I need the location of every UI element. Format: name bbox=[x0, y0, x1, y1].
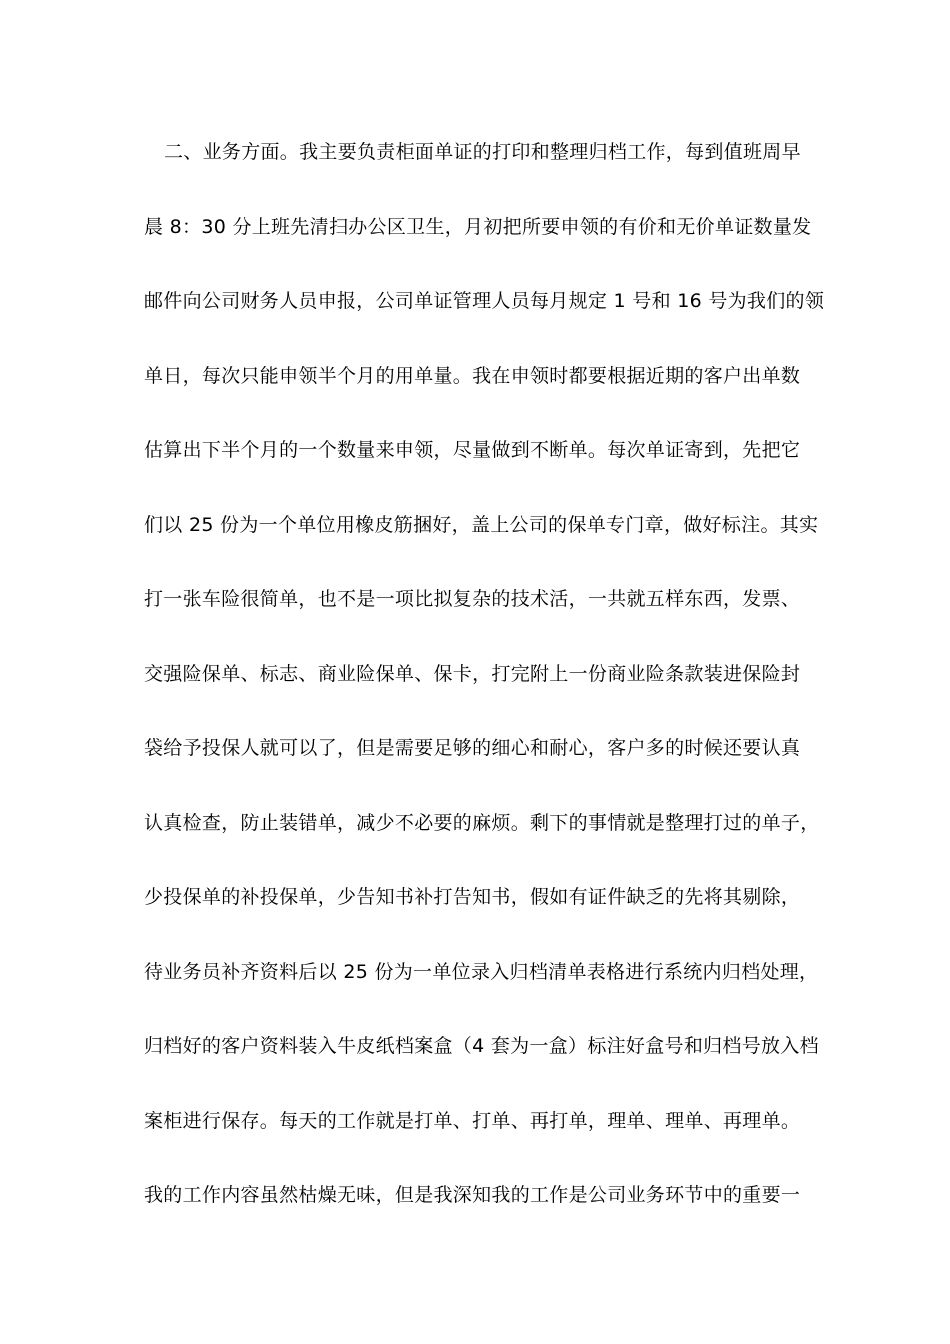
text-line: 我的工作内容虽然枯燥无味，但是我深知我的工作是公司业务环节中的重要一 bbox=[144, 1184, 801, 1206]
text-line: 单日，每次只能申领半个月的用单量。我在申领时都要根据近期的客户出单数 bbox=[144, 364, 801, 387]
body-paragraph bbox=[144, 128, 825, 1246]
text-line: 归档好的客户资料装入牛皮纸档案盒（4 套为一盒）标注好盒号和归档号放入档 bbox=[144, 1035, 819, 1057]
text-line: 案柜进行保存。每天的工作就是打单、打单、再打单，理单、理单、再理单。 bbox=[144, 1109, 801, 1132]
text-line: 邮件向公司财务人员申报，公司单证管理人员每月规定 1 号和 16 号为我们的领 bbox=[144, 290, 825, 312]
text-line: 少投保单的补投保单，少告知书补打告知书，假如有证件缺乏的先将其剔除， bbox=[144, 886, 801, 908]
text-line: 晨 8：30 分上班先清扫办公区卫生，月初把所要申领的有价和无价单证数量发 bbox=[144, 215, 812, 238]
text-line: 待业务员补齐资料后以 25 份为一单位录入归档清单表格进行系统内归档处理， bbox=[144, 960, 819, 983]
text-line: 二、业务方面。我主要负责柜面单证的打印和整理归档工作，每到值班周早 bbox=[164, 141, 801, 163]
text-line: 打一张车险很简单，也不是一项比拟复杂的技术活，一共就五样东西，发票、 bbox=[144, 588, 801, 610]
text-line: 袋给予投保人就可以了，但是需要足够的细心和耐心，客户多的时候还要认真 bbox=[144, 737, 801, 759]
text-line: 们以 25 份为一个单位用橡皮筋捆好，盖上公司的保单专门章，做好标注。其实 bbox=[144, 513, 819, 536]
text-line: 认真检查，防止装错单，减少不必要的麻烦。剩下的事情就是整理打过的单子， bbox=[144, 811, 820, 834]
text-line: 交强险保单、标志、商业险保单、保卡，打完附上一份商业险条款装进保险封 bbox=[144, 662, 801, 685]
text-line: 估算出下半个月的一个数量来申领，尽量做到不断单。每次单证寄到，先把它 bbox=[144, 439, 801, 461]
